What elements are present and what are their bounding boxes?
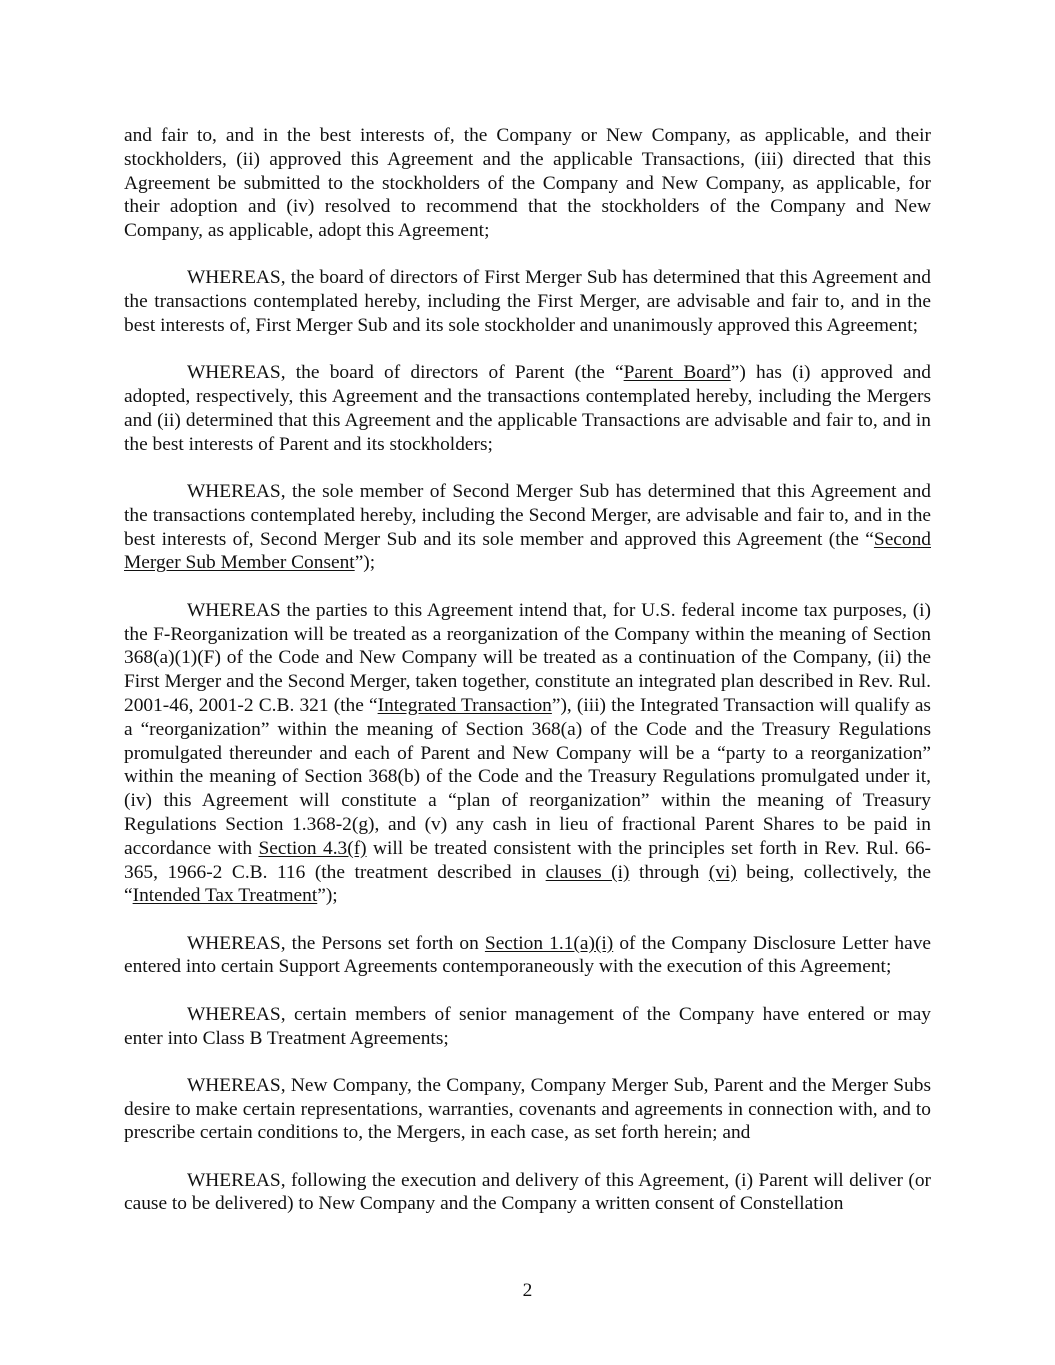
paragraph-second-merger-sub bbox=[124, 480, 931, 575]
paragraph-parent-board bbox=[124, 361, 931, 456]
section-reference: Section 4.3(f) bbox=[258, 837, 367, 859]
paragraph-representations bbox=[124, 1074, 931, 1145]
text-run: ”); bbox=[317, 885, 338, 907]
text-run: WHEREAS, the sole member of Second Merger Sub has determined that this Agreement and the transactions contemplated hereby, including the Second Merger, are advisable and fair to, and in the best interests of, Second Merger Sub and its sole member and approved this Agreement (the “ bbox=[124, 481, 931, 550]
defined-term-intended-tax-treatment: Intended Tax Treatment bbox=[132, 885, 318, 907]
text-run: ”) has (i) approved and adopted, respectively, this Agreement and the transactions contemplated hereby, including the Mergers and (ii) determined that this Agreement and the applicable Transactions are advisable and fair to, and in the best interests of Parent and its stockholders; bbox=[124, 362, 932, 455]
paragraph-tax-treatment bbox=[124, 599, 931, 908]
text-run: WHEREAS, the board of directors of Parent (the “ bbox=[187, 362, 624, 384]
text-run: being, collectively, the “ bbox=[124, 861, 931, 907]
text-run: ”), (iii) the Integrated Transaction will qualify as a “reorganization” within the meaning of Section 368(a) of the Code and the Treasury Regulations promulgated thereunder and each of Parent and New Company will be a “party to a reorganization” within the meaning of Section 368(b) of the Code and the Treasury Regulations promulgated under it, (iv) this Agreement will constitute a “plan of reorganization” within the meaning of Treasury Regulations Section 1.368-2(g), and (v) any cash in lieu of fractional Parent Shares to be paid in accordance with bbox=[124, 694, 931, 859]
text-run: and fair to, and in the best interests of, the Company or New Company, as applicable, and their stockholders, (ii) approved this Agreement and the applicable Transactions, (iii) directed that this Agreement be submitted to the stockholders of the Company and New Company, as applicable, for their adoption and (iv) resolved to recommend that the stockholders of the Company and New Company, as applicable, adopt this Agreement; bbox=[124, 125, 931, 242]
text-run: will be treated consistent with the principles set forth in Rev. Rul. 66-365, 1966-2 C.B. 116 (the treatment described in bbox=[124, 837, 931, 883]
section-reference: Section 1.1(a)(i) bbox=[484, 932, 614, 954]
page-number: 2 bbox=[522, 1280, 533, 1301]
defined-term-parent-board: Parent Board bbox=[623, 362, 731, 384]
text-run: WHEREAS, New Company, the Company, Company Merger Sub, Parent and the Merger Subs desire to make certain representations, warranties, covenants and agreements in connection with, and to prescribe certain conditions to, the Mergers, in each case, as set forth herein; and bbox=[124, 1074, 931, 1144]
clause-reference: (vi) bbox=[708, 861, 737, 883]
defined-term-member-consent: Second Merger Sub Member Consent bbox=[124, 528, 931, 574]
text-run: WHEREAS, certain members of senior management of the Company have entered or may enter into Class B Treatment Agreements; bbox=[124, 1003, 931, 1049]
paragraph-continuation bbox=[124, 124, 931, 243]
text-run: WHEREAS, following the execution and delivery of this Agreement, (i) Parent will deliver (or cause to be delivered) to New Company and the Company a written consent of Constellation bbox=[124, 1169, 931, 1215]
text-run: WHEREAS the parties to this Agreement intend that, for U.S. federal income tax purposes, (i) the F-Reorganization will be treated as a reorganization of the Company within the meaning of Section 368(a)(1)(F) of the Code and New Company will be treated as a continuation of the Company, (ii) the First Merger and the Second Merger, taken together, constitute an integrated plan described in Rev. Rul. 2001-46, 2001-2 C.B. 321 (the “ bbox=[124, 599, 931, 716]
paragraph-class-b bbox=[124, 1003, 931, 1051]
paragraph-support-agreements bbox=[124, 932, 931, 980]
text-run: WHEREAS, the board of directors of First Merger Sub has determined that this Agreement and the transactions contemplated hereby, including the First Merger, are advisable and fair to, and in the best interests of, First Merger Sub and its sole stockholder and unanimously approved this Agreement; bbox=[124, 267, 931, 337]
text-run: of the Company Disclosure Letter have entered into certain Support Agreements contemporaneously with the execution of this Agreement; bbox=[124, 932, 932, 978]
text-run: WHEREAS, the Persons set forth on bbox=[187, 932, 485, 954]
text-run: through bbox=[629, 861, 709, 883]
clause-reference: clauses (i) bbox=[545, 861, 630, 883]
defined-term-integrated-transaction: Integrated Transaction bbox=[377, 694, 552, 716]
document-page bbox=[124, 124, 931, 1240]
paragraph-first-merger-sub bbox=[124, 266, 931, 337]
text-run: ”); bbox=[354, 552, 376, 574]
paragraph-written-consent bbox=[124, 1169, 931, 1217]
